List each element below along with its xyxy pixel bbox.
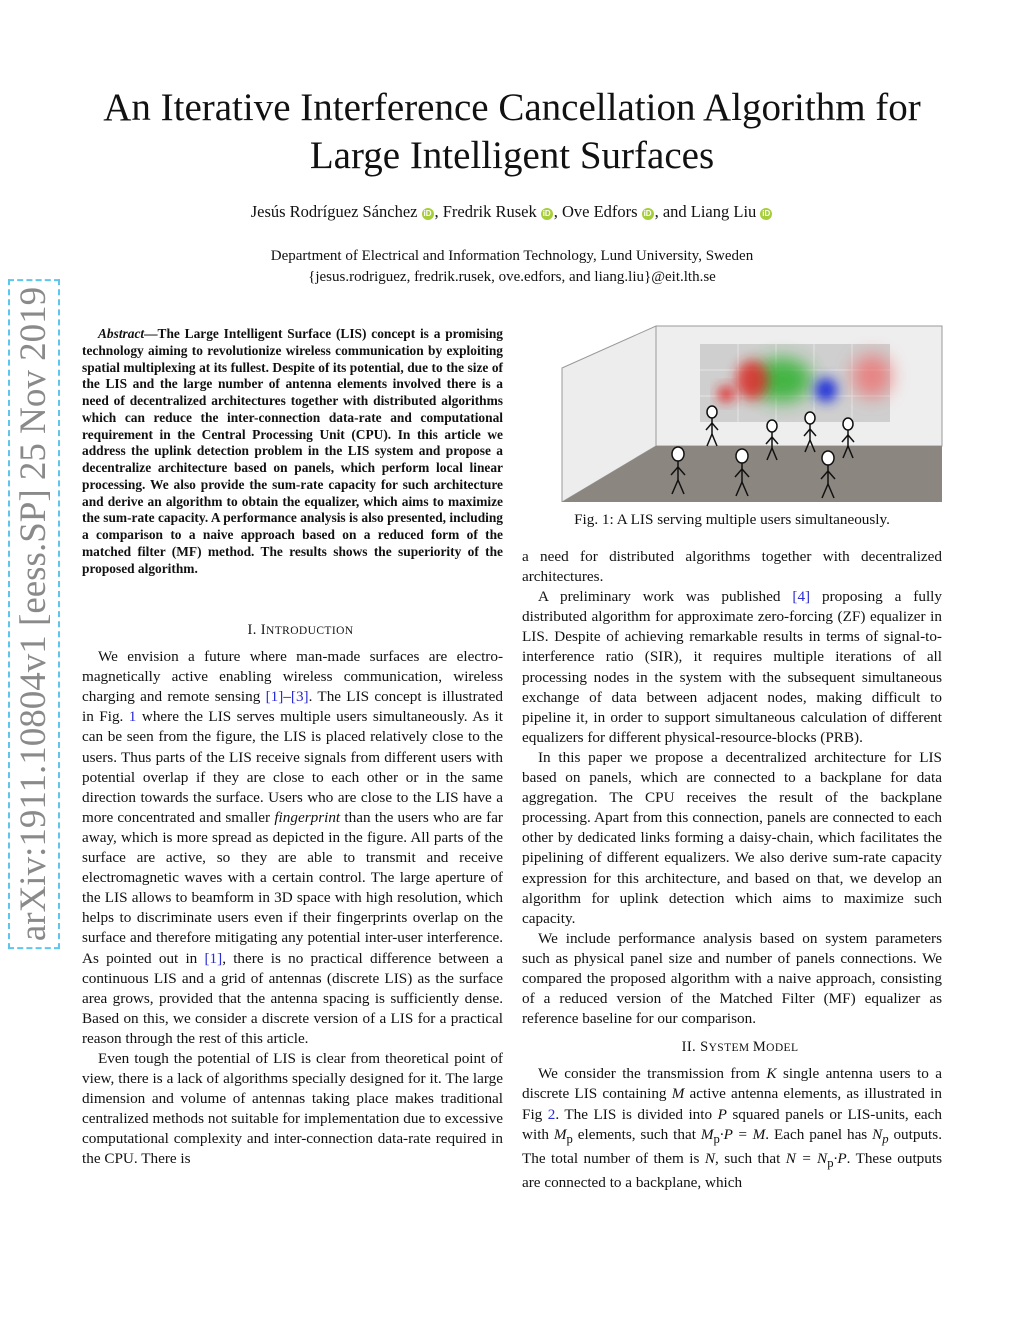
right-column <box>522 547 942 1193</box>
fingerprint-small-red <box>718 386 734 402</box>
paragraph: We include performance analysis based on system parameters such as physical panel size and number of panels connections. We compared the proposed algorithm with a naive approach, consisting of a reduced version of the Matched Filter (MF) equalizer as reference baseline for our comparison. <box>522 929 942 1028</box>
section-heading: I. INTRODUCTION <box>247 622 354 638</box>
citation-link[interactable]: [1] <box>265 688 284 706</box>
paragraph: We consider the transmission from K single antenna users to a discrete LIS containing M active antenna elements, as illustrated in Fig 2. The LIS is divided into P squared panels or LIS-units, each with $M_p$ elements, such that $M_p\cdot P = M$. Each panel has $N_p$ outputs. The total number of them is N, such that $N = N_p\cdot P$. These outputs are connected to a backplane, which <box>522 1065 943 1191</box>
author-name: Jesús Rodríguez Sánchez <box>250 202 418 221</box>
title-line-1: An Iterative Interference Cancellation Algorithm for <box>103 86 921 129</box>
author-separator: , and <box>654 202 687 221</box>
abstract-label: Abstract <box>98 326 145 341</box>
paragraph: We envision a future where man-made surfaces are electro-magnetically active enabling wireless communication, wireless charging and remote sensing [1]–[3]. The LIS concept is illustrated in Fig. 1 where the LIS serves multiple users simultaneously. As it can be seen from the figure, the LIS is placed relatively close to the users. Thus parts of the LIS receive signals from different users with potential overlap if they are close to each other or in the same direction towards the surface. Users who are close to the LIS have a more concentrated and smaller fingerprint than the users who are far away, which is more spread as depicted in the figure. All parts of the surface are active, so they are able to transmit and receive electromagnetic waves with a certain control. The large aperture of the LIS allows to beamform in 3D space with high resolution, which helps to discriminate users even if their fingerprints overlap on the surface and therefore mitigating any potential inter-user interference. As pointed out in [1], there is no practical difference between a continuous LIS and a grid of antennas (discrete LIS) as the surface area grows, provided that the antenna spacing is sufficiently dense. Based on this, we consider a discrete version of a LIS for a practical reason through the rest of this article. <box>82 648 503 1047</box>
affiliation: Department of Electrical and Information Technology, Lund University, Sweden <box>270 248 754 264</box>
arxiv-identifier[interactable]: arXiv:1911.10804v1 [eess.SP] 25 Nov 2019 <box>8 279 60 949</box>
affiliation-block <box>60 246 964 288</box>
orcid-icon[interactable]: iD <box>423 209 432 218</box>
author-name: Liang Liu <box>690 202 757 221</box>
citation-link[interactable]: [1] <box>204 949 223 967</box>
figure-caption: Fig. 1: A LIS serving multiple users simultaneously. <box>574 511 890 528</box>
orcid-icon[interactable]: iD <box>542 209 551 218</box>
author-separator: , <box>553 202 558 221</box>
fingerprint-pink <box>852 354 892 398</box>
author-name: Ove Edfors <box>561 202 638 221</box>
author-list <box>60 202 964 222</box>
fingerprint-blue <box>815 378 837 402</box>
author-name: Fredrik Rusek <box>442 202 537 221</box>
author-separator: , <box>434 202 439 221</box>
section-introduction <box>82 620 503 1170</box>
paragraph: a need for distributed algorithms together with decentralized architectures. <box>522 548 942 586</box>
paragraph: Even tough the potential of LIS is clear from theoretical point of view, there is a lack of algorithms specially designed for it. The large dimension and volume of antennas taking place makes traditional centralized methods not suitable for implementation due to excessive computational complexity and inter-connection data-rate required in the CPU. There is <box>82 1049 503 1168</box>
paragraph: A preliminary work was published [4] proposing a fully distributed algorithm for approximate zero-forcing (ZF) equalizer in LIS. Despite of achieving remarkable results in terms of signal-to-interference ratio (SIR), it requires multiple iterations of all processing nodes in the system with the subsequent simultaneous exchange of data between adjacent nodes, making difficult to pipeline it, in order to support simultaneous calculation of different equalizers for different physical-resource-blocks (PRB). <box>522 588 942 746</box>
lis-figure <box>560 320 946 502</box>
abstract <box>82 326 503 577</box>
author-emails[interactable]: {jesus.rodriguez, fredrik.rusek, ove.edfors, and liang.liu}@eit.lth.se <box>308 269 716 285</box>
section-heading: II. SYSTEM MODEL <box>681 1039 799 1056</box>
citation-link[interactable]: [3] <box>290 688 309 706</box>
citation-link[interactable]: [4] <box>792 588 811 606</box>
paper-title <box>60 84 964 180</box>
abstract-text: —The Large Intelligent Surface (LIS) concept is a promising technology aiming to revolutionize wireless communication by exploiting spatial multiplexing at its fullest. Despite of its potential, due to the size of the LIS and the large number of antenna elements involved there is a need of decentralized architectures together with distributed algorithms which can reduce the inter-connection data-rate and computational requirement in the Central Processing Unit (CPU). In this article we address the uplink detection problem in the LIS system and propose a decentralize architecture based on panels, which perform local linear processing. We also provide the sum-rate capacity for such architecture and derive an algorithm to obtain the equalizer, which aims to maximize the sum-rate capacity. A performance analysis is also presented, including a comparison to a naive approach based on a reduced form of the matched filter (MF) method. The results shows the superiority of the proposed algorithm. <box>82 326 503 576</box>
orcid-icon[interactable]: iD <box>643 209 652 218</box>
figure-link[interactable]: 2 <box>547 1105 556 1123</box>
paragraph: In this paper we propose a decentralized architecture for LIS based on panels, which are connected to a backplane for data aggregation. The CPU receives the result of the backplane processing. Apart from this connection, panels are connected to each other by dedicated links forming a daisy-chain, which facilitates the pipelining of different equalizers. We also derive sum-rate capacity expression for this architecture, and based on that, we develop an algorithm for uplink detection which aims to maximize such capacity. <box>522 748 942 927</box>
arxiv-sidebar <box>6 286 62 942</box>
orcid-icon[interactable]: iD <box>762 209 771 218</box>
figure-link[interactable]: 1 <box>128 708 137 726</box>
fingerprint-red <box>736 360 768 400</box>
title-line-2: Large Intelligent Surfaces <box>309 134 715 177</box>
